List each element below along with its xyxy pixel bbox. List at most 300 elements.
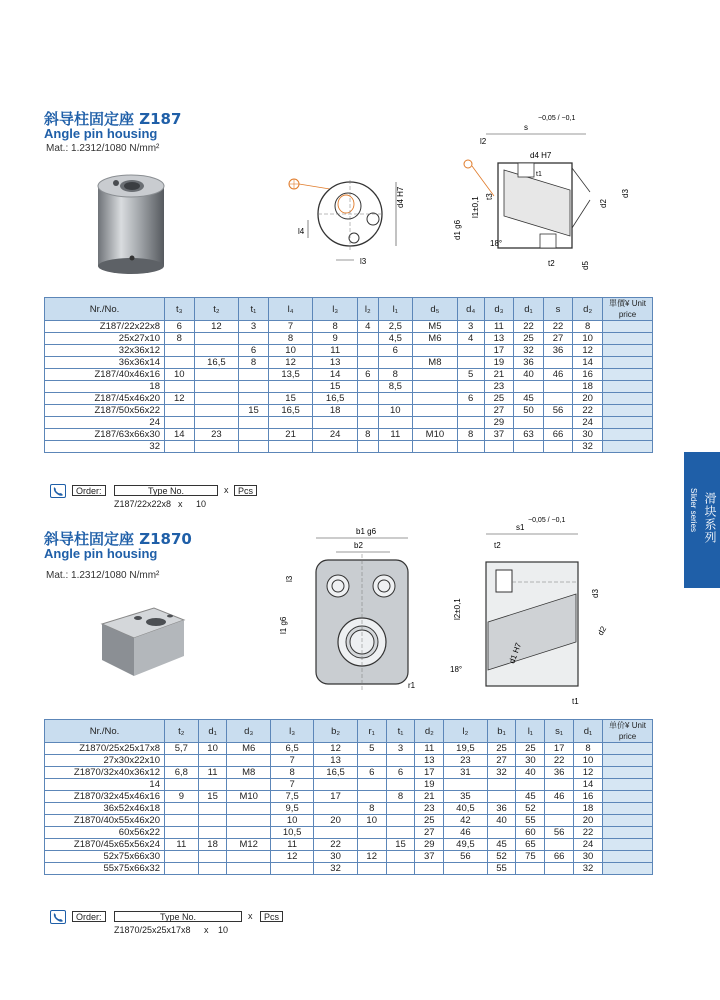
- table-cell-price[interactable]: [603, 863, 653, 875]
- table-cell: 21: [415, 791, 444, 803]
- table-cell: 9,5: [270, 803, 313, 815]
- table-cell-nr: 36x52x46x18: [45, 803, 165, 815]
- z1870-order-example-x: x: [204, 925, 209, 935]
- table-cell: 56: [543, 405, 573, 417]
- table-cell: 32: [573, 441, 603, 453]
- table-cell: [413, 345, 458, 357]
- table-cell: 10: [270, 815, 313, 827]
- table-cell: 52: [516, 803, 545, 815]
- table-cell-price[interactable]: [603, 767, 653, 779]
- table-cell: 63: [514, 429, 544, 441]
- table-cell: 6: [239, 345, 269, 357]
- z1870-spec-table: [44, 719, 653, 875]
- table-cell: 60: [516, 827, 545, 839]
- table-cell: [165, 357, 195, 369]
- table-cell: 45: [514, 393, 544, 405]
- z1870-col-b1: b₁: [487, 720, 516, 743]
- table-cell: [194, 345, 239, 357]
- table-cell-nr: 36x36x14: [45, 357, 165, 369]
- table-cell: 35: [444, 791, 487, 803]
- table-cell: 22: [574, 827, 603, 839]
- table-cell: 22: [543, 321, 573, 333]
- table-cell: [457, 357, 484, 369]
- table-cell: 11: [378, 429, 413, 441]
- table-cell: 6: [165, 321, 195, 333]
- z187-table-body: [45, 321, 653, 453]
- table-cell: 19,5: [444, 743, 487, 755]
- z187-label-t3: t3: [485, 193, 494, 200]
- table-cell: 17: [314, 791, 357, 803]
- table-cell: 22: [545, 755, 574, 767]
- table-cell: 36: [543, 345, 573, 357]
- table-row: [45, 815, 653, 827]
- table-cell: [386, 755, 415, 767]
- table-cell: 11: [198, 767, 227, 779]
- table-cell: [357, 417, 378, 429]
- table-cell: 66: [543, 429, 573, 441]
- table-cell: 19: [484, 357, 514, 369]
- table-cell: [198, 851, 227, 863]
- z187-order-pcs-input[interactable]: Pcs: [234, 485, 257, 496]
- z1870-side-drawing: [440, 512, 620, 707]
- table-cell: [165, 345, 195, 357]
- z1870-col-t2: t₂: [165, 720, 199, 743]
- table-cell: [239, 333, 269, 345]
- z1870-label-s1: s1: [516, 523, 525, 532]
- table-cell: 36: [514, 357, 544, 369]
- table-cell: 66: [545, 851, 574, 863]
- table-cell-price[interactable]: [603, 345, 653, 357]
- z1870-col-price: 单价¥ Unit price: [603, 720, 653, 743]
- z187-col-d1: d₁: [514, 298, 544, 321]
- table-cell: 12: [574, 767, 603, 779]
- table-cell: [386, 851, 415, 863]
- table-cell: 3: [457, 321, 484, 333]
- table-cell: 42: [444, 815, 487, 827]
- table-cell-price[interactable]: [603, 803, 653, 815]
- table-cell: [386, 779, 415, 791]
- table-cell: [198, 827, 227, 839]
- z187-label-t1: t1: [536, 171, 542, 178]
- table-cell: 23: [194, 429, 239, 441]
- table-cell: [415, 863, 444, 875]
- table-cell: M10: [227, 791, 270, 803]
- table-cell: 6: [386, 767, 415, 779]
- table-cell-nr: Z1870/32x40x36x12: [45, 767, 165, 779]
- table-cell: [516, 779, 545, 791]
- table-cell: 24: [574, 839, 603, 851]
- table-cell: 11: [270, 839, 313, 851]
- table-cell: 45: [487, 839, 516, 851]
- table-cell: 7: [270, 755, 313, 767]
- table-cell-price[interactable]: [603, 369, 653, 381]
- table-cell: 10: [574, 755, 603, 767]
- table-cell: M12: [227, 839, 270, 851]
- table-cell: [357, 441, 378, 453]
- table-cell: 23: [444, 755, 487, 767]
- table-cell-nr: 25x27x10: [45, 333, 165, 345]
- table-cell: [194, 369, 239, 381]
- table-cell: 5: [457, 369, 484, 381]
- table-cell: 8,5: [378, 381, 413, 393]
- table-cell: 20: [314, 815, 357, 827]
- table-cell: [357, 381, 378, 393]
- table-cell: 46: [545, 791, 574, 803]
- table-cell: [386, 815, 415, 827]
- table-cell: 55: [487, 863, 516, 875]
- z187-order-block: [50, 484, 254, 512]
- table-row: [45, 851, 653, 863]
- z1870-label-d1: d1 H7: [507, 641, 524, 665]
- table-cell-price[interactable]: [603, 321, 653, 333]
- z187-col-price: 單價¥ Unit price: [603, 298, 653, 321]
- table-cell: [543, 357, 573, 369]
- table-cell: [357, 405, 378, 417]
- z1870-order-x: x: [248, 911, 253, 921]
- table-cell-price[interactable]: [603, 779, 653, 791]
- z187-side-drawing: [420, 108, 650, 283]
- table-cell: 25: [415, 815, 444, 827]
- table-cell: [239, 369, 269, 381]
- table-cell-price[interactable]: [603, 827, 653, 839]
- table-row: [45, 827, 653, 839]
- table-cell: 17: [545, 743, 574, 755]
- z1870-label-l3: l3: [285, 575, 294, 582]
- z1870-label-angle: 18°: [450, 665, 463, 674]
- side-tab-en: Slider series: [689, 488, 698, 533]
- table-cell-nr: 27x30x22x10: [45, 755, 165, 767]
- table-cell-nr: 18: [45, 381, 165, 393]
- table-cell: [268, 441, 313, 453]
- table-cell: 30: [574, 851, 603, 863]
- z1870-label-l2: l2±0,1: [453, 598, 462, 620]
- table-cell: 25: [514, 333, 544, 345]
- table-row: [45, 441, 653, 453]
- z187-col-s: s: [543, 298, 573, 321]
- z187-col-nr: Nr./No.: [45, 298, 165, 321]
- table-cell-price[interactable]: [603, 839, 653, 851]
- table-cell: [357, 779, 386, 791]
- table-cell: 8: [457, 429, 484, 441]
- table-cell: 18: [574, 803, 603, 815]
- table-cell: 75: [516, 851, 545, 863]
- table-cell: 13,5: [268, 369, 313, 381]
- table-cell: [543, 393, 573, 405]
- z1870-label-d2: d2: [595, 624, 609, 637]
- z187-front-drawing: [288, 168, 418, 272]
- table-row: [45, 839, 653, 851]
- table-cell: 15: [239, 405, 269, 417]
- table-cell-nr: Z187/40x46x16: [45, 369, 165, 381]
- table-cell: 56: [545, 827, 574, 839]
- table-cell: [357, 827, 386, 839]
- table-cell-nr: 52x75x66x30: [45, 851, 165, 863]
- table-cell: 18: [198, 839, 227, 851]
- table-cell-nr: Z1870/45x65x56x24: [45, 839, 165, 851]
- table-cell: [357, 333, 378, 345]
- table-cell: [313, 441, 358, 453]
- table-row: [45, 791, 653, 803]
- table-cell: 3: [386, 743, 415, 755]
- table-cell: 40: [487, 815, 516, 827]
- table-cell: 16,5: [268, 405, 313, 417]
- z187-label-angle: 18°: [490, 239, 503, 248]
- table-cell: [514, 381, 544, 393]
- z1870-material: Mat.: 1.2312/1080 N/mm²: [46, 570, 160, 581]
- table-cell: 3: [239, 321, 269, 333]
- table-row: [45, 405, 653, 417]
- z1870-col-s1: s₁: [545, 720, 574, 743]
- table-cell: 65: [516, 839, 545, 851]
- table-cell: 36: [487, 803, 516, 815]
- table-cell: [194, 333, 239, 345]
- table-cell: [457, 441, 484, 453]
- table-cell-price[interactable]: [603, 357, 653, 369]
- z1870-table-body: [45, 743, 653, 875]
- table-cell: 11: [415, 743, 444, 755]
- table-cell-nr: Z1870/32x45x46x16: [45, 791, 165, 803]
- table-cell-price[interactable]: [603, 441, 653, 453]
- table-cell: [413, 405, 458, 417]
- table-cell: 32: [487, 767, 516, 779]
- table-cell: M8: [227, 767, 270, 779]
- table-cell: 2,5: [378, 321, 413, 333]
- table-cell-price[interactable]: [603, 405, 653, 417]
- table-cell: 6: [457, 393, 484, 405]
- table-cell: 6: [357, 767, 386, 779]
- table-row: [45, 429, 653, 441]
- table-cell: 32: [314, 863, 357, 875]
- z187-label-s-tol: −0,05 / −0,1: [538, 115, 576, 122]
- table-cell: 45: [516, 791, 545, 803]
- z187-col-d3: d₃: [484, 298, 514, 321]
- z187-order-label: Order:: [72, 485, 106, 496]
- table-cell: 12: [314, 743, 357, 755]
- table-cell: [239, 429, 269, 441]
- z1870-label-r1: r1: [408, 681, 416, 690]
- table-cell: 10: [378, 405, 413, 417]
- z187-col-d5: d₅: [413, 298, 458, 321]
- table-cell: [413, 393, 458, 405]
- table-cell: 8: [386, 791, 415, 803]
- table-cell-nr: 60x56x22: [45, 827, 165, 839]
- z187-col-t1: t₁: [239, 298, 269, 321]
- table-cell: 4: [357, 321, 378, 333]
- table-row: [45, 755, 653, 767]
- z1870-col-d2: d₂: [415, 720, 444, 743]
- table-cell: 10: [357, 815, 386, 827]
- z187-order-type-input[interactable]: Type No.: [114, 485, 218, 496]
- table-cell: 12: [270, 851, 313, 863]
- table-cell-price[interactable]: [603, 815, 653, 827]
- table-cell: 18: [313, 405, 358, 417]
- z1870-label-t2: t2: [494, 541, 501, 550]
- z187-col-l2: l₂: [357, 298, 378, 321]
- table-cell: 14: [313, 369, 358, 381]
- table-cell: [487, 779, 516, 791]
- table-cell: 14: [165, 429, 195, 441]
- table-cell: [378, 393, 413, 405]
- table-cell: 22: [314, 839, 357, 851]
- table-cell-price[interactable]: [603, 333, 653, 345]
- z1870-order-type-input[interactable]: Type No.: [114, 911, 242, 922]
- table-cell-price[interactable]: [603, 429, 653, 441]
- table-cell: 40: [516, 767, 545, 779]
- side-tab-slider-series[interactable]: [684, 452, 720, 588]
- z1870-order-pcs-input[interactable]: Pcs: [260, 911, 283, 922]
- z1870-col-nr: Nr./No.: [45, 720, 165, 743]
- table-cell: [239, 381, 269, 393]
- table-cell: 16: [574, 791, 603, 803]
- z1870-col-b2: b₂: [314, 720, 357, 743]
- table-cell: [165, 863, 199, 875]
- table-cell: [198, 863, 227, 875]
- z187-title: 斜导柱固定座 Z187: [44, 110, 182, 128]
- table-cell: 15: [198, 791, 227, 803]
- z1870-col-l3: l₃: [270, 720, 313, 743]
- table-cell: 32: [514, 345, 544, 357]
- table-cell: [165, 827, 199, 839]
- table-cell: [357, 863, 386, 875]
- table-cell: 10: [198, 743, 227, 755]
- table-cell: [314, 803, 357, 815]
- z187-label-d4h7b: d4 H7: [530, 151, 552, 160]
- table-cell: 32: [574, 863, 603, 875]
- z1870-col-d1a: d₁: [198, 720, 227, 743]
- z1870-label-d3: d3: [591, 589, 600, 598]
- table-cell: 15: [268, 393, 313, 405]
- table-cell-nr: Z187/63x66x30: [45, 429, 165, 441]
- z187-label-l2: l2: [480, 137, 487, 146]
- table-cell: 40: [514, 369, 544, 381]
- z1870-order-example-qty: 10: [218, 925, 229, 935]
- table-cell: 8: [357, 803, 386, 815]
- table-cell: 16,5: [194, 357, 239, 369]
- table-cell: [357, 839, 386, 851]
- z187-label-s: s: [524, 123, 528, 132]
- table-cell-price[interactable]: [603, 393, 653, 405]
- table-row: [45, 393, 653, 405]
- z187-label-d5: d5: [581, 261, 590, 270]
- table-cell: [165, 851, 199, 863]
- table-cell: 19: [415, 779, 444, 791]
- table-cell: [239, 417, 269, 429]
- z187-col-t2: t₂: [194, 298, 239, 321]
- table-cell-nr: 32x36x12: [45, 345, 165, 357]
- table-cell: [444, 779, 487, 791]
- table-cell: [239, 441, 269, 453]
- z187-label-l4: l4: [298, 227, 305, 236]
- z187-header-row: [45, 298, 653, 321]
- z187-order-example-qty: 10: [196, 499, 207, 509]
- table-cell: 27: [415, 827, 444, 839]
- table-cell: 18: [573, 381, 603, 393]
- z1870-label-b2: b2: [354, 541, 363, 550]
- z187-col-l1: l₁: [378, 298, 413, 321]
- table-cell: [457, 405, 484, 417]
- table-cell: [198, 803, 227, 815]
- table-cell: 8: [378, 369, 413, 381]
- table-cell: [194, 393, 239, 405]
- table-cell: 37: [415, 851, 444, 863]
- table-cell: [357, 791, 386, 803]
- table-cell: [487, 791, 516, 803]
- table-cell-price[interactable]: [603, 743, 653, 755]
- table-cell: [194, 405, 239, 417]
- table-cell-price[interactable]: [603, 417, 653, 429]
- table-cell: [386, 827, 415, 839]
- table-cell: [457, 345, 484, 357]
- table-cell: [227, 815, 270, 827]
- table-cell: 8: [574, 743, 603, 755]
- table-cell: 21: [268, 429, 313, 441]
- table-cell: [227, 827, 270, 839]
- table-cell: 8: [573, 321, 603, 333]
- table-cell-price[interactable]: [603, 791, 653, 803]
- table-cell: 5: [357, 743, 386, 755]
- table-cell: [198, 755, 227, 767]
- z187-order-example: Z187/22x22x8: [114, 499, 172, 509]
- table-cell: 10,5: [270, 827, 313, 839]
- table-cell: 12: [268, 357, 313, 369]
- table-cell: 46: [543, 369, 573, 381]
- z187-order-example-x: x: [178, 499, 183, 509]
- table-cell-nr: 32: [45, 441, 165, 453]
- z187-label-d3: d3: [621, 189, 630, 198]
- table-row: [45, 417, 653, 429]
- table-cell: [457, 417, 484, 429]
- table-cell: [444, 863, 487, 875]
- table-cell: [314, 779, 357, 791]
- z1870-product-photo: [94, 598, 190, 678]
- table-cell: 8: [313, 321, 358, 333]
- table-cell-price[interactable]: [603, 381, 653, 393]
- table-cell: 14: [573, 357, 603, 369]
- table-cell: [357, 357, 378, 369]
- table-cell: [378, 417, 413, 429]
- table-cell-price[interactable]: [603, 851, 653, 863]
- table-cell: 15: [386, 839, 415, 851]
- table-cell: [165, 405, 195, 417]
- z1870-header-row: [45, 720, 653, 743]
- table-cell: 12: [357, 851, 386, 863]
- table-cell: [227, 863, 270, 875]
- table-cell: [413, 381, 458, 393]
- table-cell: 8: [239, 357, 269, 369]
- table-cell: [165, 441, 195, 453]
- z1870-label-l1g6: l1 g6: [279, 616, 288, 634]
- z187-label-d1: d1 g6: [453, 219, 462, 240]
- table-cell: [386, 863, 415, 875]
- table-cell: 52: [487, 851, 516, 863]
- table-cell-nr: Z1870/40x55x46x20: [45, 815, 165, 827]
- z1870-col-l1: l₁: [516, 720, 545, 743]
- table-cell: 49,5: [444, 839, 487, 851]
- z187-label-d4h7: d4 H7: [396, 186, 405, 208]
- table-row: [45, 863, 653, 875]
- table-cell: 27: [543, 333, 573, 345]
- table-cell: 6: [378, 345, 413, 357]
- table-cell: 56: [444, 851, 487, 863]
- table-cell-price[interactable]: [603, 755, 653, 767]
- table-cell-nr: Z187/22x22x8: [45, 321, 165, 333]
- table-cell: 30: [573, 429, 603, 441]
- table-cell: 7: [270, 779, 313, 791]
- table-cell: 16,5: [314, 767, 357, 779]
- side-tab-cn: 滑块系列: [703, 492, 717, 544]
- table-cell: 8: [357, 429, 378, 441]
- z187-spec-table: [44, 297, 653, 453]
